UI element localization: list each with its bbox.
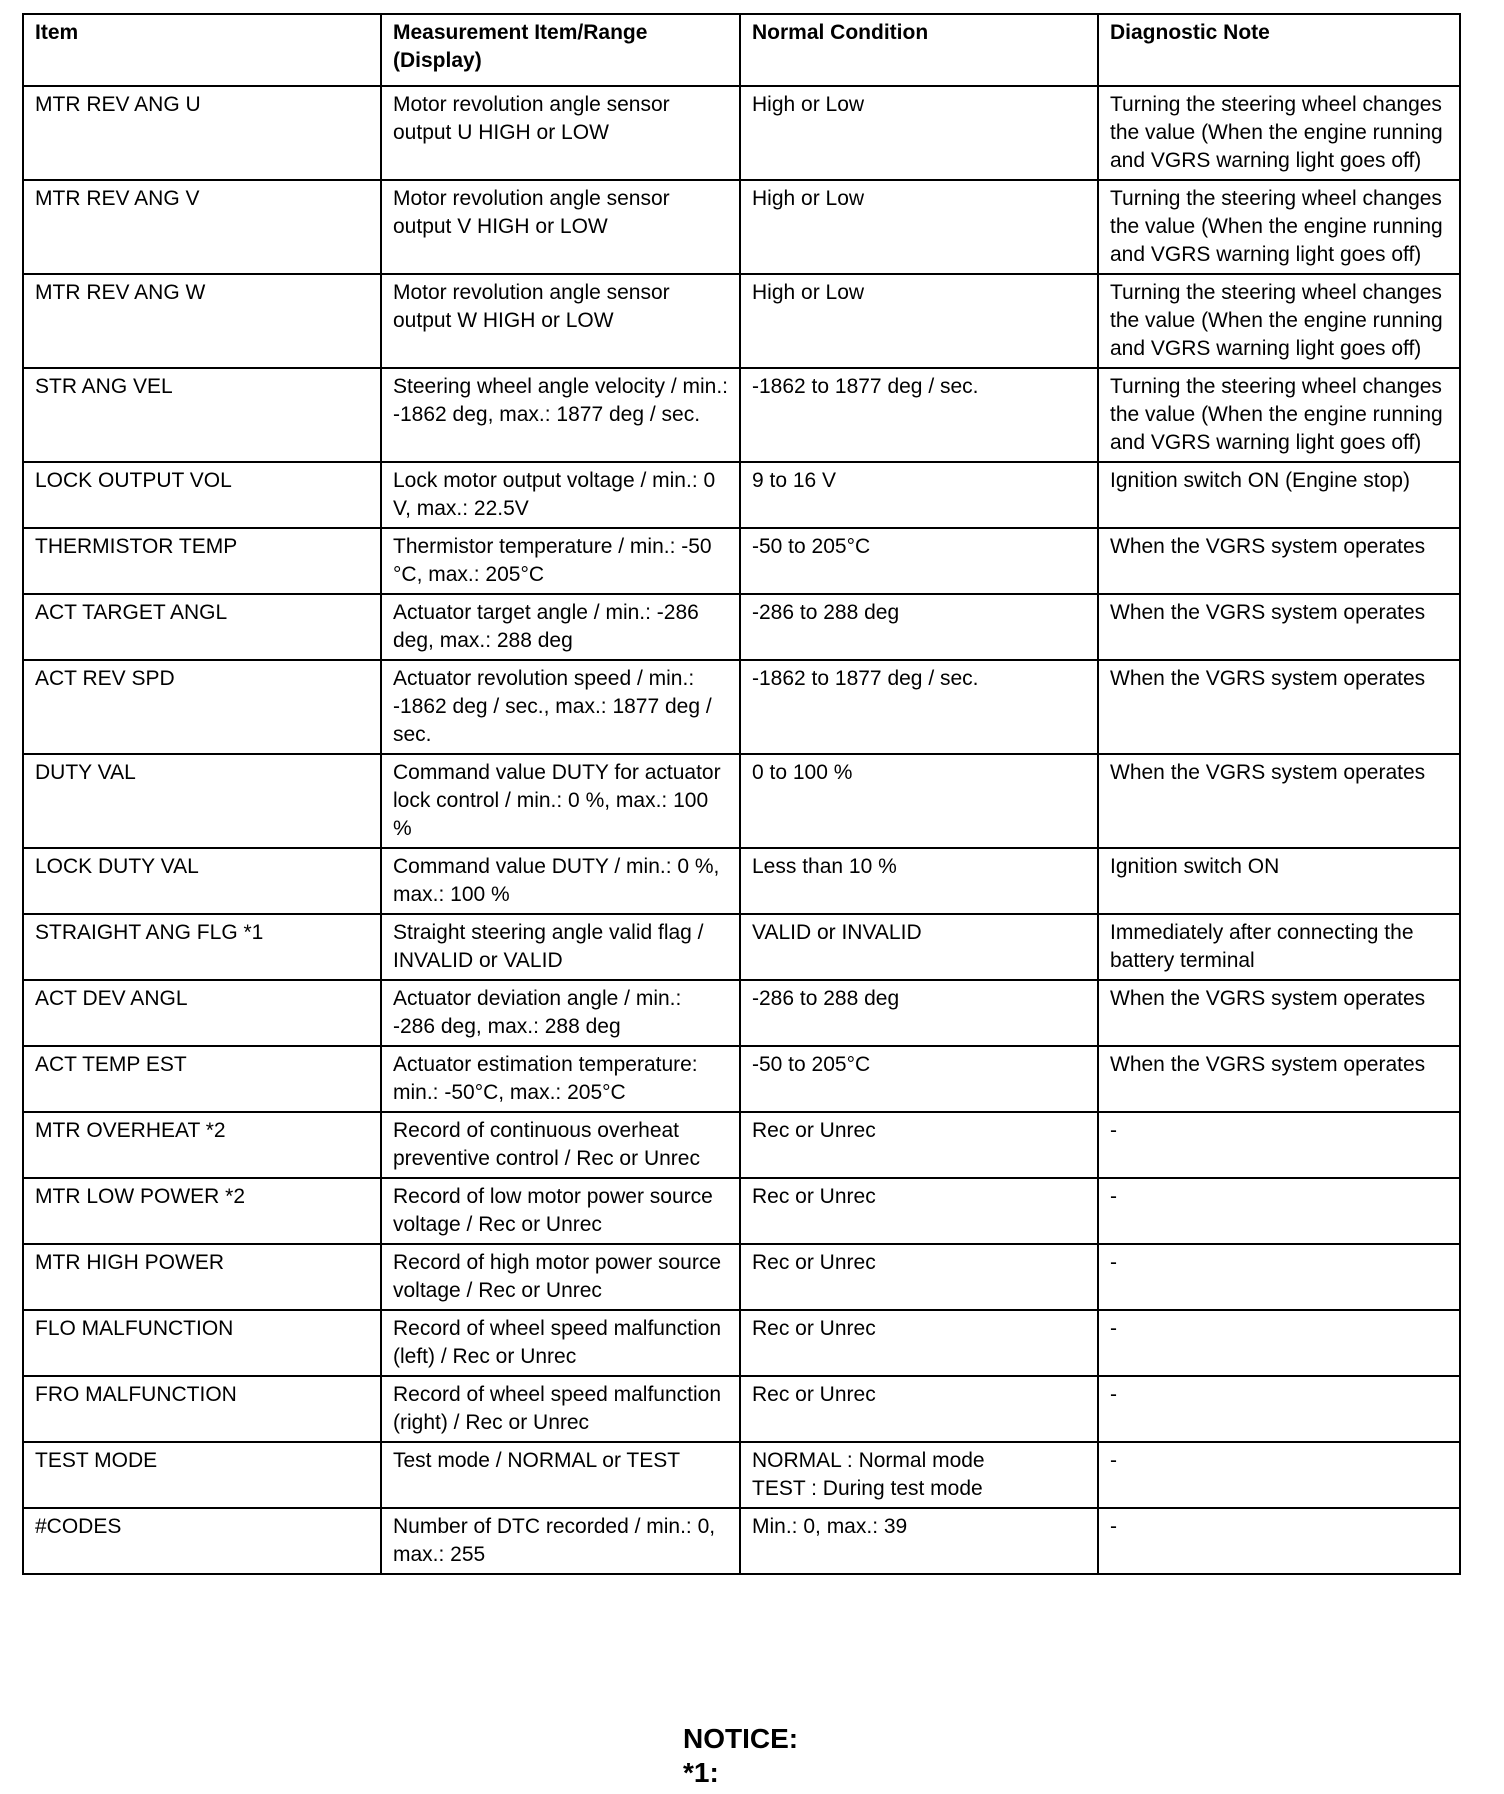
cell-item: ACT DEV ANGL xyxy=(23,980,381,1046)
cell-diagnostic-note: - xyxy=(1098,1244,1460,1310)
cell-diagnostic-note: Ignition switch ON (Engine stop) xyxy=(1098,462,1460,528)
cell-normal-condition: -1862 to 1877 deg / sec. xyxy=(740,368,1098,462)
cell-normal-condition: Rec or Unrec xyxy=(740,1244,1098,1310)
cell-normal-condition: High or Low xyxy=(740,274,1098,368)
cell-measurement: Lock motor output voltage / min.: 0 V, max.: 22.5V xyxy=(381,462,740,528)
cell-diagnostic-note: When the VGRS system operates xyxy=(1098,754,1460,848)
table-row xyxy=(23,660,1460,754)
cell-measurement: Actuator revolution speed / min.: -1862 deg / sec., max.: 1877 deg / sec. xyxy=(381,660,740,754)
table-row xyxy=(23,368,1460,462)
cell-normal-condition: 0 to 100 % xyxy=(740,754,1098,848)
cell-diagnostic-note: When the VGRS system operates xyxy=(1098,528,1460,594)
table-row xyxy=(23,980,1460,1046)
cell-normal-condition: Rec or Unrec xyxy=(740,1376,1098,1442)
table-row xyxy=(23,528,1460,594)
cell-measurement: Thermistor temperature / min.: -50 °C, max.: 205°C xyxy=(381,528,740,594)
cell-item: #CODES xyxy=(23,1508,381,1574)
cell-diagnostic-note: When the VGRS system operates xyxy=(1098,594,1460,660)
cell-normal-condition: -286 to 288 deg xyxy=(740,594,1098,660)
table-row xyxy=(23,1178,1460,1244)
cell-diagnostic-note: When the VGRS system operates xyxy=(1098,660,1460,754)
cell-measurement: Record of high motor power source voltage / Rec or Unrec xyxy=(381,1244,740,1310)
cell-diagnostic-note: Turning the steering wheel changes the value (When the engine running and VGRS warning light goes off) xyxy=(1098,274,1460,368)
cell-measurement: Record of wheel speed malfunction (right) / Rec or Unrec xyxy=(381,1376,740,1442)
table-row xyxy=(23,1376,1460,1442)
cell-normal-condition: -50 to 205°C xyxy=(740,528,1098,594)
cell-measurement: Motor revolution angle sensor output W HIGH or LOW xyxy=(381,274,740,368)
cell-item: MTR HIGH POWER xyxy=(23,1244,381,1310)
cell-item: FRO MALFUNCTION xyxy=(23,1376,381,1442)
cell-diagnostic-note: - xyxy=(1098,1310,1460,1376)
cell-diagnostic-note: When the VGRS system operates xyxy=(1098,1046,1460,1112)
cell-measurement: Test mode / NORMAL or TEST xyxy=(381,1442,740,1508)
table-row xyxy=(23,1046,1460,1112)
cell-normal-condition: VALID or INVALID xyxy=(740,914,1098,980)
cell-measurement: Actuator deviation angle / min.: -286 deg, max.: 288 deg xyxy=(381,980,740,1046)
cell-measurement: Steering wheel angle velocity / min.: -1862 deg, max.: 1877 deg / sec. xyxy=(381,368,740,462)
cell-diagnostic-note: - xyxy=(1098,1178,1460,1244)
cell-normal-condition: -50 to 205°C xyxy=(740,1046,1098,1112)
cell-diagnostic-note: - xyxy=(1098,1442,1460,1508)
cell-measurement: Record of continuous overheat preventive control / Rec or Unrec xyxy=(381,1112,740,1178)
cell-normal-condition: 9 to 16 V xyxy=(740,462,1098,528)
cell-normal-condition: Min.: 0, max.: 39 xyxy=(740,1508,1098,1574)
cell-diagnostic-note: - xyxy=(1098,1376,1460,1442)
cell-item: MTR LOW POWER *2 xyxy=(23,1178,381,1244)
table-row xyxy=(23,86,1460,180)
table-header-row xyxy=(23,14,1460,86)
table-row xyxy=(23,1442,1460,1508)
table-row xyxy=(23,1112,1460,1178)
table-row xyxy=(23,848,1460,914)
cell-item: THERMISTOR TEMP xyxy=(23,528,381,594)
table-row xyxy=(23,180,1460,274)
cell-item: DUTY VAL xyxy=(23,754,381,848)
cell-item: ACT REV SPD xyxy=(23,660,381,754)
cell-diagnostic-note: Turning the steering wheel changes the value (When the engine running and VGRS warning light goes off) xyxy=(1098,180,1460,274)
cell-diagnostic-note: Turning the steering wheel changes the value (When the engine running and VGRS warning light goes off) xyxy=(1098,86,1460,180)
cell-item: LOCK DUTY VAL xyxy=(23,848,381,914)
table-row xyxy=(23,1244,1460,1310)
table-row xyxy=(23,274,1460,368)
cell-normal-condition: High or Low xyxy=(740,86,1098,180)
cell-item: ACT TARGET ANGL xyxy=(23,594,381,660)
cell-measurement: Motor revolution angle sensor output V HIGH or LOW xyxy=(381,180,740,274)
cell-diagnostic-note: When the VGRS system operates xyxy=(1098,980,1460,1046)
cell-normal-condition: NORMAL : Normal mode TEST : During test mode xyxy=(740,1442,1098,1508)
cell-normal-condition: Rec or Unrec xyxy=(740,1178,1098,1244)
cell-diagnostic-note: - xyxy=(1098,1508,1460,1574)
table-row xyxy=(23,462,1460,528)
diagnostic-data-table xyxy=(22,13,1461,1575)
cell-item: FLO MALFUNCTION xyxy=(23,1310,381,1376)
table-row xyxy=(23,594,1460,660)
cell-normal-condition: Rec or Unrec xyxy=(740,1112,1098,1178)
cell-item: STR ANG VEL xyxy=(23,368,381,462)
cell-item: MTR REV ANG W xyxy=(23,274,381,368)
cell-normal-condition: High or Low xyxy=(740,180,1098,274)
footnote-1-label: *1: xyxy=(683,1757,719,1788)
cell-diagnostic-note: Immediately after connecting the battery terminal xyxy=(1098,914,1460,980)
cell-item: MTR REV ANG U xyxy=(23,86,381,180)
cell-diagnostic-note: - xyxy=(1098,1112,1460,1178)
cell-measurement: Motor revolution angle sensor output U HIGH or LOW xyxy=(381,86,740,180)
table-row xyxy=(23,1310,1460,1376)
header-normal-condition: Normal Condition xyxy=(740,14,1098,86)
table-row xyxy=(23,1508,1460,1574)
cell-normal-condition: -286 to 288 deg xyxy=(740,980,1098,1046)
header-diagnostic-note: Diagnostic Note xyxy=(1098,14,1460,86)
cell-item: TEST MODE xyxy=(23,1442,381,1508)
header-measurement-item-range: Measurement Item/Range (Display) xyxy=(381,14,740,86)
table-row xyxy=(23,914,1460,980)
cell-measurement: Actuator estimation temperature: min.: -50°C, max.: 205°C xyxy=(381,1046,740,1112)
cell-normal-condition: Less than 10 % xyxy=(740,848,1098,914)
cell-item: STRAIGHT ANG FLG *1 xyxy=(23,914,381,980)
cell-diagnostic-note: Turning the steering wheel changes the value (When the engine running and VGRS warning light goes off) xyxy=(1098,368,1460,462)
cell-item: MTR OVERHEAT *2 xyxy=(23,1112,381,1178)
cell-normal-condition: Rec or Unrec xyxy=(740,1310,1098,1376)
cell-item: ACT TEMP EST xyxy=(23,1046,381,1112)
cell-measurement: Command value DUTY for actuator lock control / min.: 0 %, max.: 100 % xyxy=(381,754,740,848)
cell-normal-condition: -1862 to 1877 deg / sec. xyxy=(740,660,1098,754)
cell-measurement: Record of wheel speed malfunction (left) / Rec or Unrec xyxy=(381,1310,740,1376)
cell-measurement: Straight steering angle valid flag / INVALID or VALID xyxy=(381,914,740,980)
notice-title: NOTICE: xyxy=(683,1723,799,1754)
notice-block xyxy=(683,1722,798,1790)
table-row xyxy=(23,754,1460,848)
cell-measurement: Record of low motor power source voltage / Rec or Unrec xyxy=(381,1178,740,1244)
header-item: Item xyxy=(23,14,381,86)
cell-measurement: Command value DUTY / min.: 0 %, max.: 100 % xyxy=(381,848,740,914)
cell-item: LOCK OUTPUT VOL xyxy=(23,462,381,528)
cell-diagnostic-note: Ignition switch ON xyxy=(1098,848,1460,914)
cell-item: MTR REV ANG V xyxy=(23,180,381,274)
cell-measurement: Number of DTC recorded / min.: 0, max.: 255 xyxy=(381,1508,740,1574)
cell-measurement: Actuator target angle / min.: -286 deg, max.: 288 deg xyxy=(381,594,740,660)
